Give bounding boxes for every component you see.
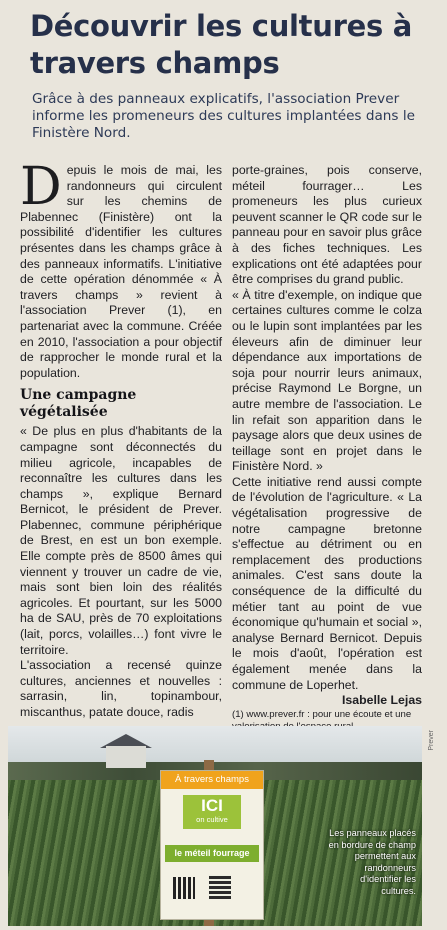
qr-code-icon-2 (209, 875, 231, 899)
drop-cap: D (20, 157, 62, 217)
paragraph-1 (20, 157, 222, 381)
article-headline: Découvrir les cultures à travers champs (30, 9, 412, 80)
section-subhead: Une campagne végétalisée (20, 387, 137, 421)
photo-credit: Prever (428, 730, 435, 751)
info-sign (160, 770, 264, 920)
sign-crop-label: le méteil fourrage (165, 845, 259, 862)
paragraph-2: « De plus en plus d'habitants de la campagne sont déconnectés du milieu agricole, incapables de reconnaître les cultures dans les champs », explique Bernard Bernicot, le président de Prever. Plabennec, commune périphérique de Brest, en est un bon exemple. Elle compte près de 8500 âmes qui viennent y trouver un cadre de vie, mais sont bien loin des réalités agricoles. Et pourtant, sur les 5000 ha de SAU, près de 70 exploitations (lait, porcs, volailles…) font vivre le territoire. (20, 424, 222, 657)
sign-subtitle: on cultive (196, 815, 228, 824)
sign-ici: ICI (183, 795, 241, 829)
article-column-left (20, 157, 222, 721)
field-photo (8, 726, 422, 926)
photo-caption: Les panneaux placés en bordure de champ permettent aux randonneurs d'identifier les cultures. (328, 828, 416, 896)
qr-code-icon (173, 877, 195, 899)
paragraph-3: L'association a recensé quinze cultures, anciennes et nouvelles : sarrasin, lin, topinambour, miscanthus, patate douce, radis (20, 658, 222, 719)
paragraph-5: « À titre d'exemple, on indique que certaines cultures comme le colza ou le lupin sont implantées par les éleveurs afin de diminuer leur dépendance aux importations de soja pour nourrir leurs animaux, précise Raymond Le Borgne, un autre membre de l'association. Le lin refait son apparition dans le paysage alors que deux usines de teillage sont en projet dans le Finistère Nord. » (232, 287, 422, 474)
sign-header: À travers champs (161, 771, 263, 789)
article-column-right (232, 163, 422, 733)
footnote: (1) www.prever.fr : pour une écoute et une (232, 708, 412, 720)
farmhouse (106, 746, 146, 768)
paragraph-4: porte-graines, pois conserve, méteil fourrager… Les promeneurs les plus curieux peuvent scanner le QR code sur le panneau pour en savoir plus grâce à des fiches techniques. Les explications ont été adaptées pour être comprises du grand public. (232, 163, 422, 287)
article-deck: Grâce à des panneaux explicatifs, l'association Prever informe les promeneurs des cultures implantées dans le Finistère Nord. (32, 91, 415, 141)
author-byline: Isabelle Lejas (342, 693, 422, 708)
paragraph-6: Cette initiative rend aussi compte de l'évolution de l'agriculture. « La végétalisation progressive de notre campagne bretonne s'effectue au détriment ou en remplacement des productions animales. C'est sans doute la conséquence de la difficulté du métier tant au point de vue économique qu'humain et social », analyse Bernard Bernicot. Depuis le mois d'août, l'opération est également menée dans la commune de Loperhet. (232, 474, 422, 692)
paragraph-1-text: epuis le mois de mai, les randonneurs qui circulent sur les chemins de Plabennec (Finistère) ont la possibilité d'identifier les cultures présentes dans les champs grâce à des panneaux informatifs. L'initiative de cette opération dénommée « À travers champs » revient à l'association Prever (1), en partenariat avec la commune. Créée en 2010, l'association a pour objectif de rapprocher le monde rural et la population. (20, 163, 222, 380)
